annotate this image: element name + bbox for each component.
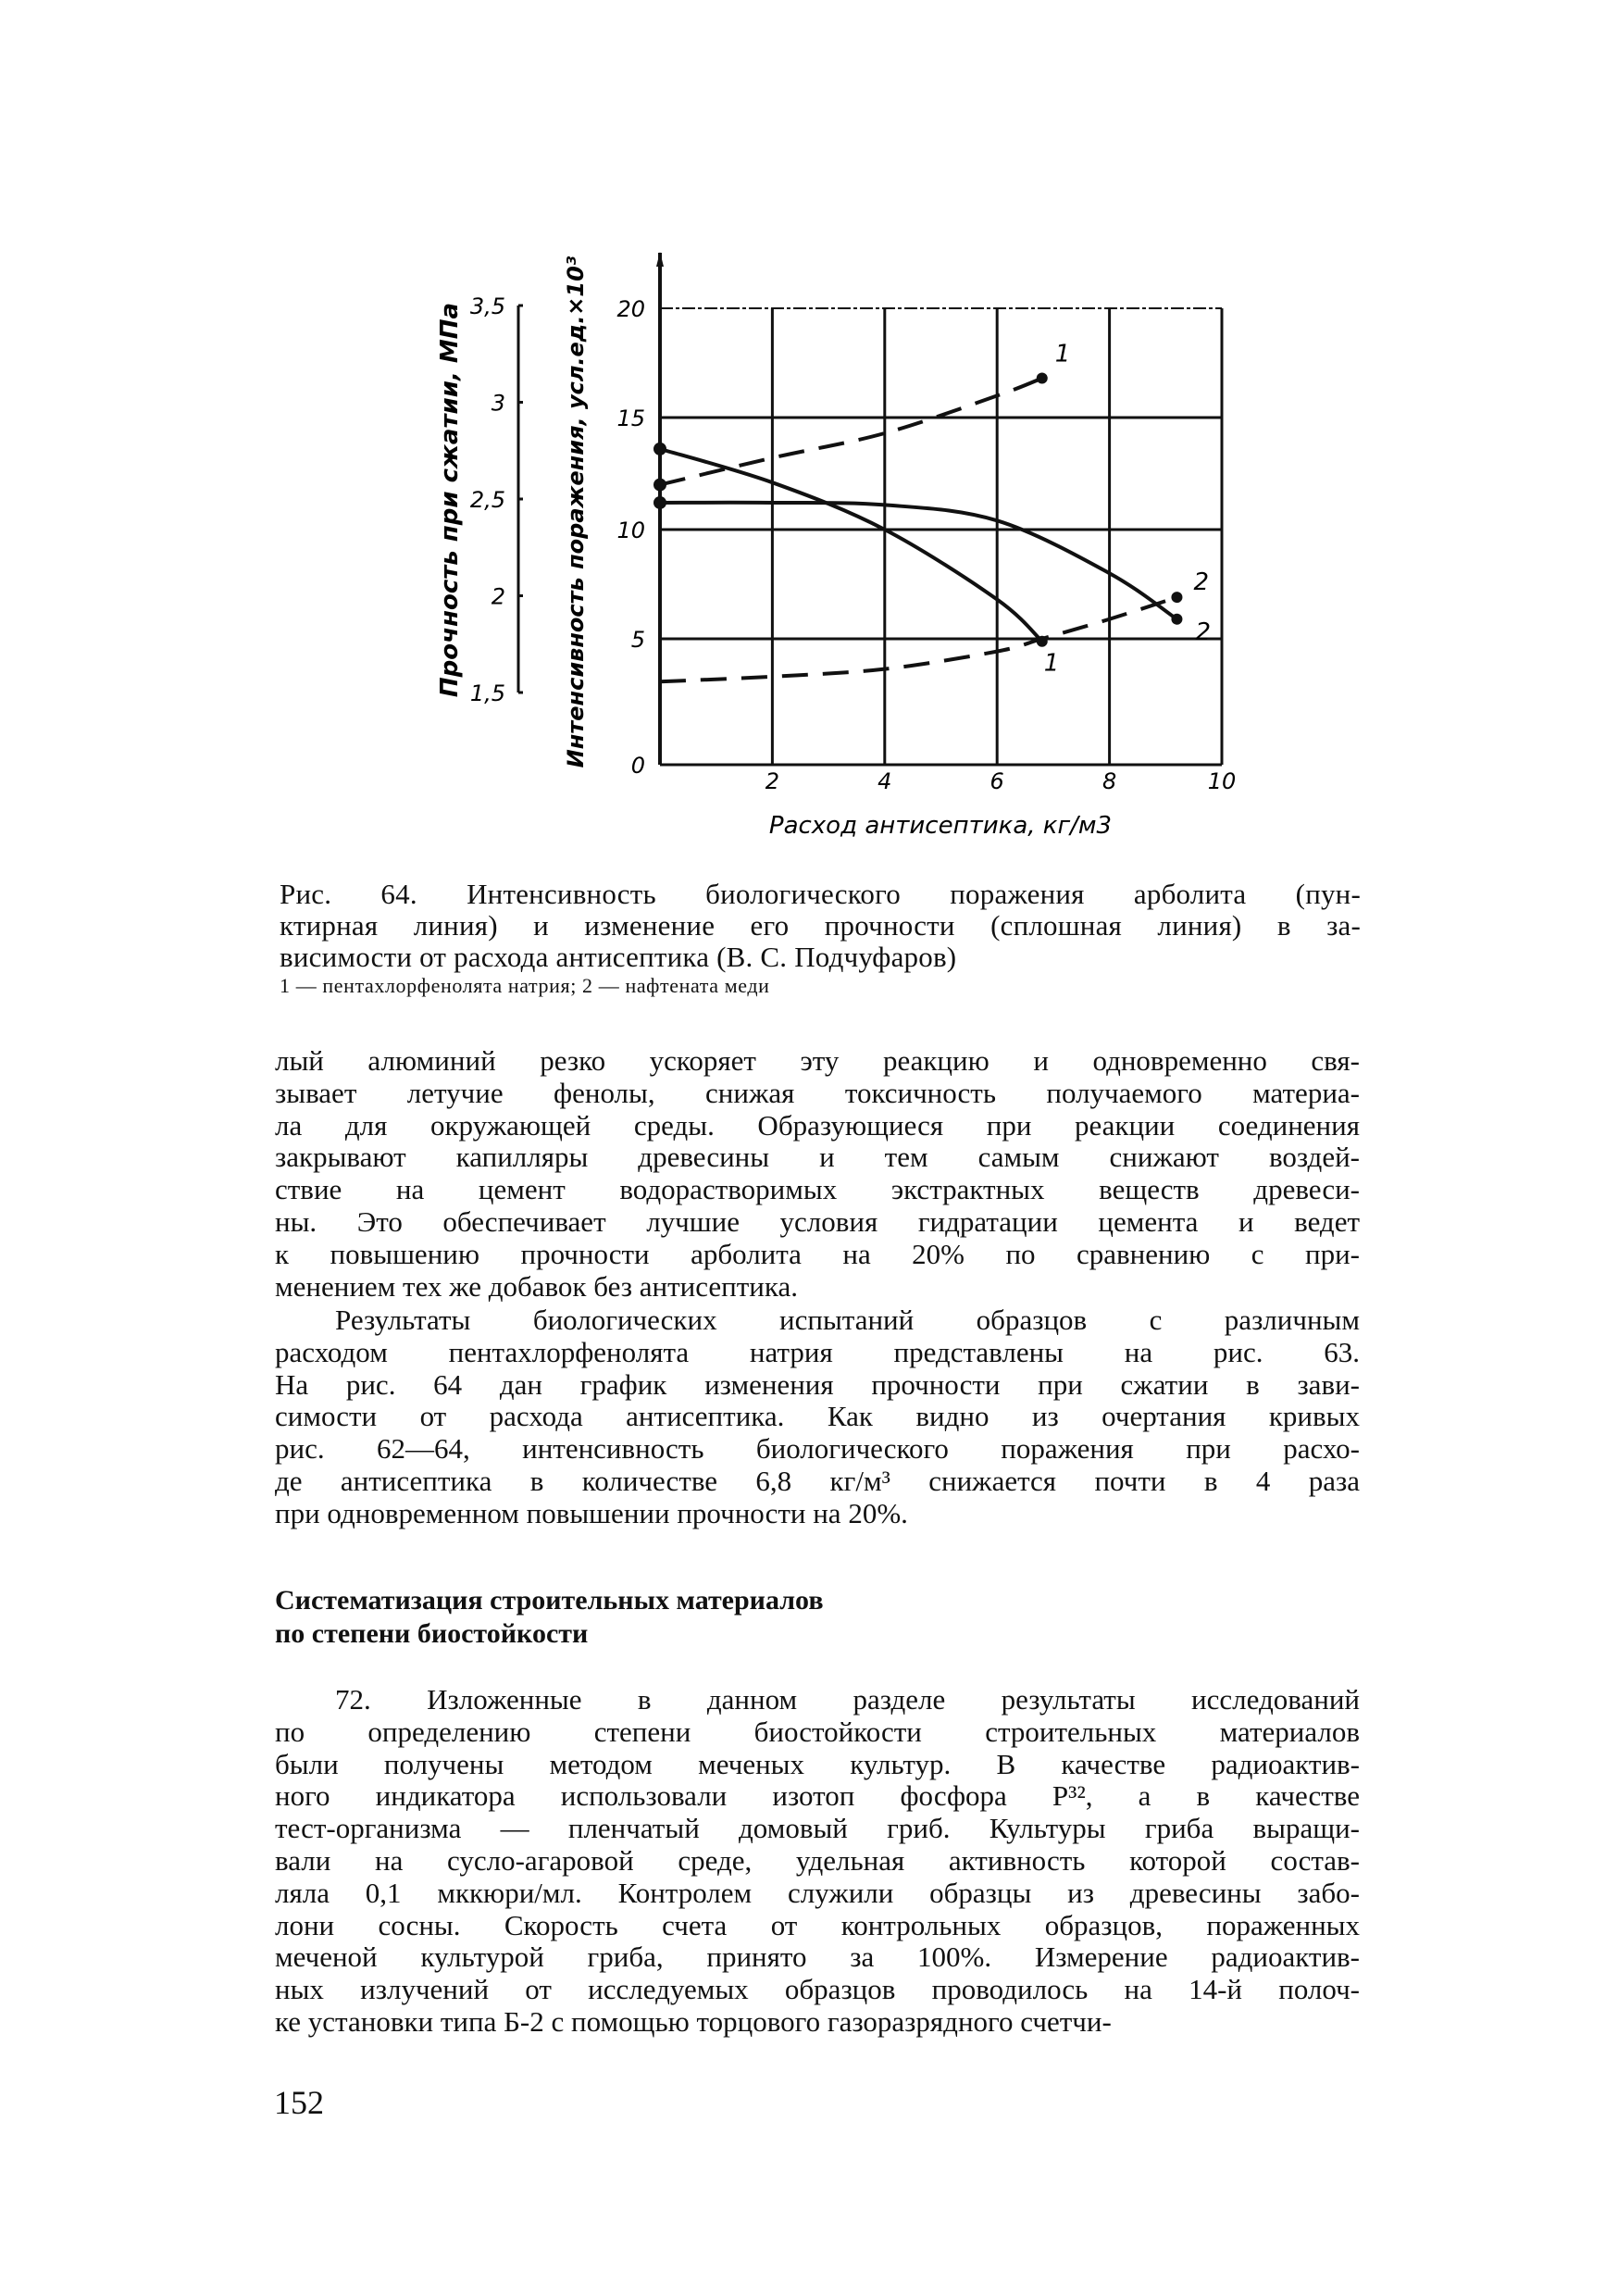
y-secondary-tick-label: 3 (491, 390, 505, 417)
y-secondary-tick-label: 1,5 (469, 680, 505, 706)
figure-caption-line: ктирная линия) и изменение его прочности (сплошная линия) в за- (280, 909, 1361, 942)
text-line: менением тех же добавок без антисептика. (275, 1269, 798, 1303)
data-point (1171, 614, 1182, 625)
text-line: ляла 0,1 мккюри/мл. Контролем служили образцы из древесины забо- (275, 1876, 1360, 1909)
series-line-dashed-1 (660, 379, 1042, 485)
series-label: 2 (1193, 568, 1209, 597)
axes (518, 252, 1222, 768)
text-line: вали на сусло-агаровой среде, удельная активность которой состав- (275, 1844, 1360, 1877)
y-tick-label: 20 (616, 296, 645, 322)
series-label: 2 (1195, 618, 1211, 646)
figure-legend: 1 — пентахлорфенолята натрия; 2 — нафтената меди (280, 974, 770, 997)
text-line: ла для окружающей среды. Образующиеся при реакции соединения (275, 1108, 1360, 1142)
y-tick-label: 0 (630, 753, 645, 779)
y-secondary-tick-label: 2,5 (469, 487, 505, 513)
text-line: закрывают капилляры древесины и тем самым снижают воздей- (275, 1141, 1360, 1174)
text-line: ке установки типа Б-2 с помощью торцового газоразрядного счетчи- (275, 2005, 1112, 2038)
x-tick-label: 8 (1101, 768, 1117, 794)
section-heading-line: Систематизация строительных материалов (275, 1585, 824, 1616)
y-axis-arrow (656, 252, 664, 267)
text-line: расходом пентахлорфенолята натрия представлены на рис. 63. (275, 1335, 1360, 1368)
y-axis-title: Интенсивность поражения, усл.ед.×10³ (563, 256, 589, 768)
y-secondary-tick-label: 3,5 (469, 293, 505, 319)
text-line: ного индикатора использовали изотоп фосфора P³², а в качестве (275, 1779, 1360, 1813)
text-line: рис. 62—64, интенсивность биологического поражения при расхо- (275, 1432, 1360, 1466)
text-line: были получены методом меченых культур. В качестве радиоактив- (275, 1747, 1360, 1780)
x-tick-label: 10 (1207, 768, 1237, 794)
text-line: ствие на цемент водорастворимых экстрактных веществ древеси- (275, 1173, 1360, 1206)
x-tick-label: 4 (877, 768, 892, 794)
text-line: зывает летучие фенолы, снижая токсичность получаемого материа- (275, 1076, 1360, 1109)
data-point (1037, 636, 1048, 647)
y-axis-secondary-title: Прочность при сжатии, МПа (436, 302, 464, 698)
data-point (653, 443, 666, 455)
data-point (1171, 592, 1182, 603)
x-axis-title: Расход антисептика, кг/м3 (768, 812, 1113, 840)
section-heading-line: по степени биостойкости (275, 1618, 589, 1649)
series-labels (1044, 341, 1211, 678)
text-line: На рис. 64 дан график изменения прочности при сжатии в зави- (275, 1367, 1360, 1401)
data-point (653, 496, 666, 509)
series-line-solid-2 (660, 503, 1176, 619)
text-line: по определению степени биостойкости строительных материалов (275, 1715, 1360, 1748)
text-line: лый алюминий резко ускоряет эту реакцию и одновременно свя- (275, 1044, 1360, 1077)
series-label: 1 (1054, 340, 1071, 368)
series (653, 373, 1182, 682)
text-line: при одновременном повышении прочности на 20%. (275, 1496, 908, 1529)
y-tick-label: 10 (616, 518, 645, 543)
text-line: Результаты биологических испытаний образцов с различным (335, 1304, 1360, 1336)
y-tick-label: 15 (616, 406, 645, 431)
figure-64-chart (0, 0, 1618, 889)
series-line-solid-1 (660, 449, 1042, 642)
text-line: меченой культурой гриба, принято за 100%. Измерение радиоактив- (275, 1940, 1360, 1974)
text-line: тест-организма — пленчатый домовый гриб. Культуры гриба выращи- (275, 1812, 1360, 1845)
data-point (653, 479, 666, 492)
grid (660, 308, 1222, 765)
text-line: симости от расхода антисептика. Как видно из очертания кривых (275, 1400, 1360, 1433)
text-line: к повышению прочности арболита на 20% по сравнению с при- (275, 1237, 1360, 1270)
text-line: 72. Изложенные в данном разделе результаты исследований (335, 1683, 1360, 1716)
x-tick-label: 6 (989, 768, 1004, 794)
y-tick-label: 5 (630, 627, 645, 653)
text-line: лони сосны. Скорость счета от контрольных образцов, пораженных (275, 1908, 1360, 1941)
text-line: ных излучений от исследуемых образцов проводилось на 14-й полоч- (275, 1973, 1360, 2006)
data-point (1037, 373, 1048, 384)
text-line: ны. Это обеспечивает лучшие условия гидратации цемента и ведет (275, 1205, 1360, 1238)
page-number: 152 (274, 2084, 324, 2121)
x-tick-label: 2 (765, 768, 780, 794)
series-label: 1 (1043, 649, 1060, 678)
y-secondary-tick-label: 2 (491, 583, 505, 610)
figure-caption-line: Рис. 64. Интенсивность биологического поражения арболита (пун- (280, 878, 1361, 910)
text-line: де антисептика в количестве 6,8 кг/м³ снижается почти в 4 раза (275, 1465, 1360, 1497)
figure-caption-line: висимости от расхода антисептика (В. С. Подчуфаров) (280, 941, 957, 973)
